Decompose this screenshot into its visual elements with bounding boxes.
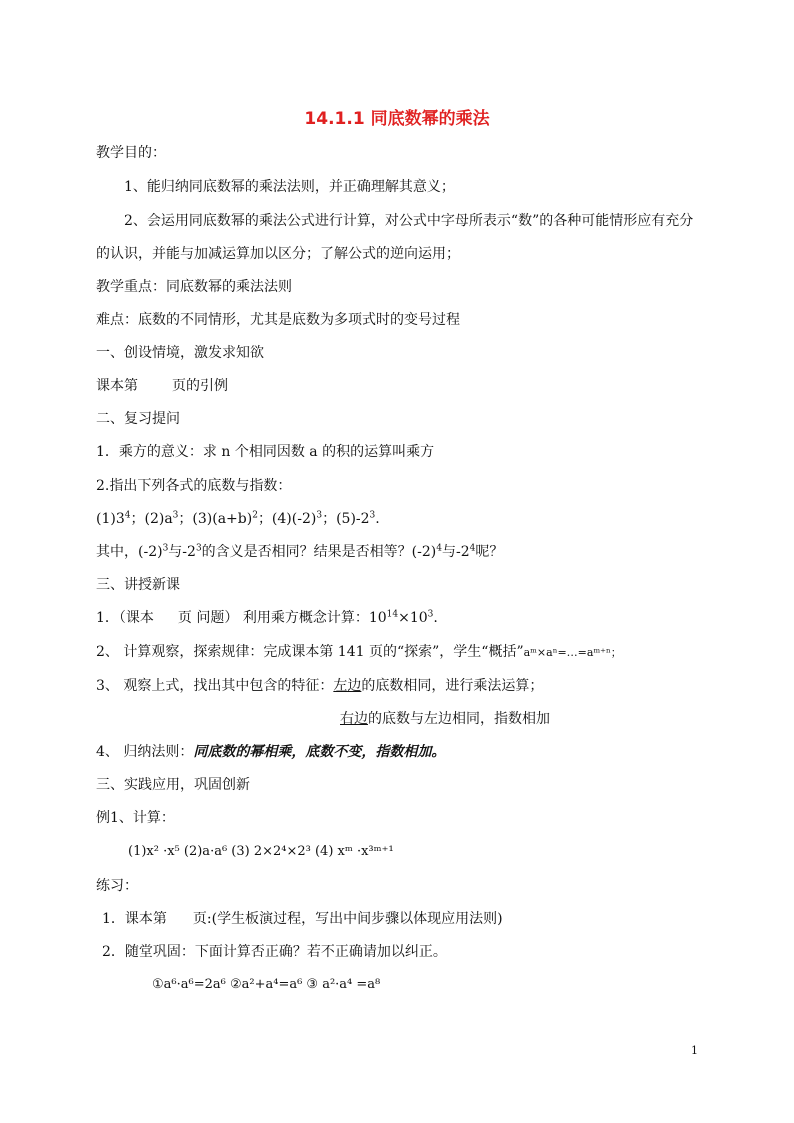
cmp-a: 其中，(-2) (96, 544, 163, 560)
n3-a: 3、 观察上式，找出其中包含的特征： (96, 678, 334, 694)
expr-1-exp: 4 (124, 510, 131, 521)
expr-4: ；(4)(-2) (257, 511, 317, 527)
practice-heading: 练习： (96, 878, 138, 894)
n3-left: 左边 (333, 678, 362, 694)
page-number: 1 (691, 1044, 698, 1057)
rule-statement: 同底数的幂相乘，底数不变，指数相加。 (193, 744, 446, 760)
n4-a: 4、 归纳法则： (96, 744, 194, 760)
goal-1: 1、能归纳同底数幂的乘法法则，并正确理解其意义； (124, 179, 455, 195)
goal-2-line-2: 的认识，并能与加减运算加以区分；了解公式的逆向运用； (96, 246, 460, 262)
practice-1 (102, 909, 503, 929)
goal-2-line-1: 2、会运用同底数幂的乘法公式进行计算，对公式中字母所表示“数”的各种可能情形应有充分 (124, 213, 694, 229)
expr-2-exp: 3 (172, 510, 179, 521)
cmp-d: 与-2 (441, 544, 470, 560)
n2-formula: aᵐ×aⁿ=…=aᵐ⁺ⁿ； (523, 646, 622, 659)
n1-b: 页 问题） 利用乘方概念计算：10 (177, 610, 387, 626)
section-1-heading: 一、创设情境，激发求知欲 (96, 345, 264, 361)
expr-1: (1)3 (96, 511, 125, 527)
sec1-text-b: 页的引例 (172, 378, 228, 394)
p1-a: 1．课本第 (102, 911, 167, 927)
n1-b-exp: 14 (386, 609, 399, 620)
practice-2-items: ①a⁶·a⁶=2a⁶ ②a²+a⁴=a⁶ ③ a²·a⁴ =a⁸ (152, 977, 381, 992)
new-lesson-1 (96, 608, 438, 628)
section-2-heading: 二、复习提问 (96, 411, 180, 427)
cmp-b-exp: 3 (195, 543, 202, 554)
cmp-c: 的含义是否相同？结果是否相等？(-2) (201, 544, 437, 560)
difficulty: 难点：底数的不同情形，尤其是底数为多项式时的变号过程 (96, 312, 460, 328)
cmp-c-exp: 4 (436, 543, 442, 554)
n3-c: 的底数与左边相同，指数相加 (368, 711, 550, 727)
question-2: 2.指出下列各式的底数与指数： (96, 478, 292, 494)
expr-3-exp: 2 (252, 510, 258, 521)
n1-c: ×10 (398, 610, 428, 626)
n3-right: 右边 (340, 711, 368, 727)
expr-end: . (375, 511, 380, 527)
cmp-d-exp: 4 (469, 543, 476, 554)
expr-5-exp: 3 (369, 510, 376, 521)
example-1-heading: 例1、计算： (96, 810, 175, 826)
practice-2: 2．随堂巩固：下面计算否正确？若不正确请加以纠正。 (102, 944, 447, 960)
question-1: 1．乘方的意义：求 n 个相同因数 a 的积的运算叫乘方 (96, 444, 435, 460)
n1-d: . (433, 610, 438, 626)
cmp-b: 与-2 (168, 544, 196, 560)
n3-b: 的底数相同，进行乘法运算； (361, 678, 544, 694)
section-3-heading: 三、讲授新课 (96, 577, 180, 593)
new-lesson-3-cont (340, 709, 550, 729)
cmp-e: 呢？ (475, 544, 504, 560)
expr-2: ；(2)a (130, 511, 173, 527)
section-4-heading: 三、实践应用，巩固创新 (96, 777, 250, 793)
sec1-text-a: 课本第 (96, 378, 138, 394)
new-lesson-3 (96, 676, 543, 696)
p1-b: 页:(学生板演过程，写出中间步骤以体现应用法则) (192, 911, 503, 927)
new-lesson-4 (96, 742, 445, 762)
cmp-a-exp: 3 (162, 543, 169, 554)
key-point: 教学重点：同底数幂的乘法法则 (96, 279, 292, 295)
comparison-question (96, 542, 503, 562)
expr-4-exp: 3 (316, 510, 323, 521)
n2-a: 2、 计算观察，探索规律：完成课本第 141 页的“探索”，学生“概括” (96, 644, 524, 660)
n1-c-exp: 3 (427, 609, 434, 620)
new-lesson-2 (96, 642, 622, 663)
example-1-items: (1)x² ·x⁵ (2)a·a⁶ (3) 2×2⁴×2³ (4) xᵐ ·x³ᵐ⁺¹ (128, 844, 394, 859)
goals-heading: 教学目的： (96, 145, 166, 161)
expression-list (96, 509, 380, 529)
expr-5: ；(5)-2 (322, 511, 370, 527)
n1-a: 1．（课本 (96, 610, 154, 626)
section-1-text (96, 376, 228, 396)
expr-3: ；(3)(a+b) (178, 511, 253, 527)
page-title: 14.1.1 同底数幂的乘法 (304, 109, 490, 129)
